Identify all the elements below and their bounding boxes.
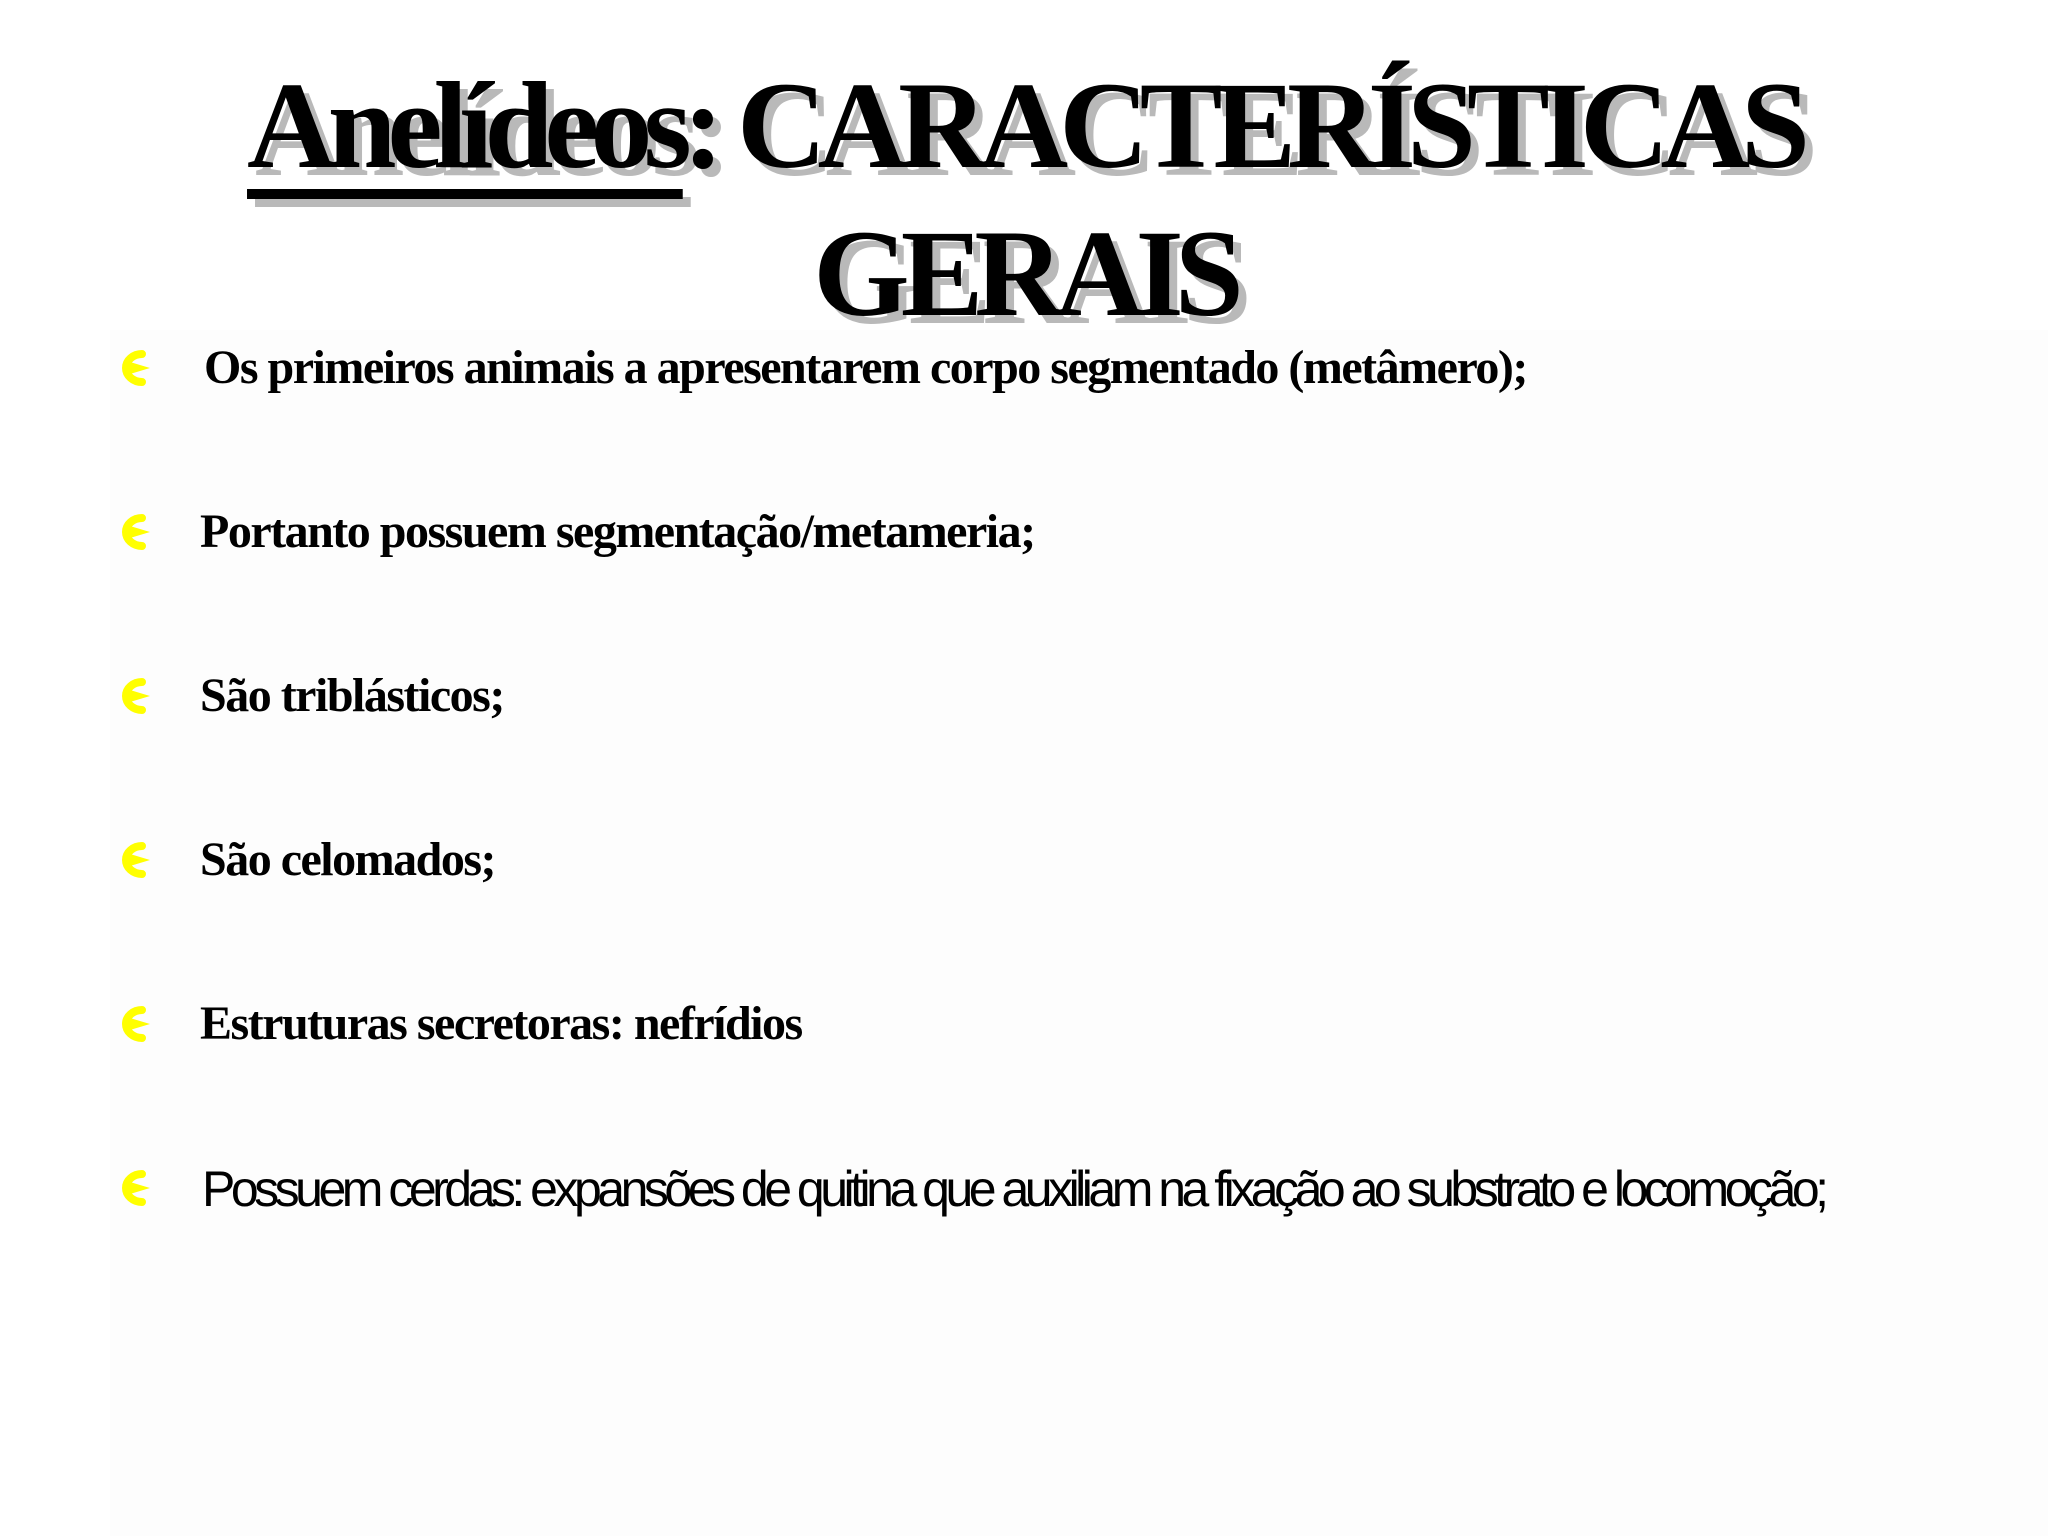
bullet-text: São triblásticos;: [200, 669, 504, 722]
yellow-arrow-icon: [112, 1004, 156, 1044]
bullet-text: Portanto possuem segmentação/metameria;: [200, 505, 1035, 558]
slide-title: [0, 52, 2048, 348]
yellow-arrow-icon: [112, 512, 156, 552]
title-line-2: GERAIS: [813, 205, 1235, 342]
bullet-text: Os primeiros animais a apresentarem corpo segmentado (metâmero);: [204, 341, 1527, 394]
bullet-item: [0, 340, 2048, 410]
yellow-arrow-icon: [112, 348, 156, 388]
title-rest: : CARACTERÍSTICAS: [682, 57, 1801, 194]
yellow-arrow-icon: [112, 1168, 156, 1208]
bullet-text: Possuem cerdas: expansões de quitina que auxiliam na fixação ao substrato e locomoção;: [202, 1161, 1825, 1217]
bullet-text: São celomados;: [200, 833, 495, 886]
title-line-1: [0, 52, 2048, 200]
bullet-text: Estruturas secretoras: nefrídios: [200, 997, 802, 1050]
yellow-arrow-icon: [112, 840, 156, 880]
bullet-item: [0, 668, 2048, 738]
bullet-item: [0, 996, 2048, 1066]
yellow-arrow-icon: [112, 676, 156, 716]
bullet-item: [0, 504, 2048, 574]
bullet-item: [0, 832, 2048, 902]
title-underlined-word: Anelídeos: [247, 57, 683, 194]
